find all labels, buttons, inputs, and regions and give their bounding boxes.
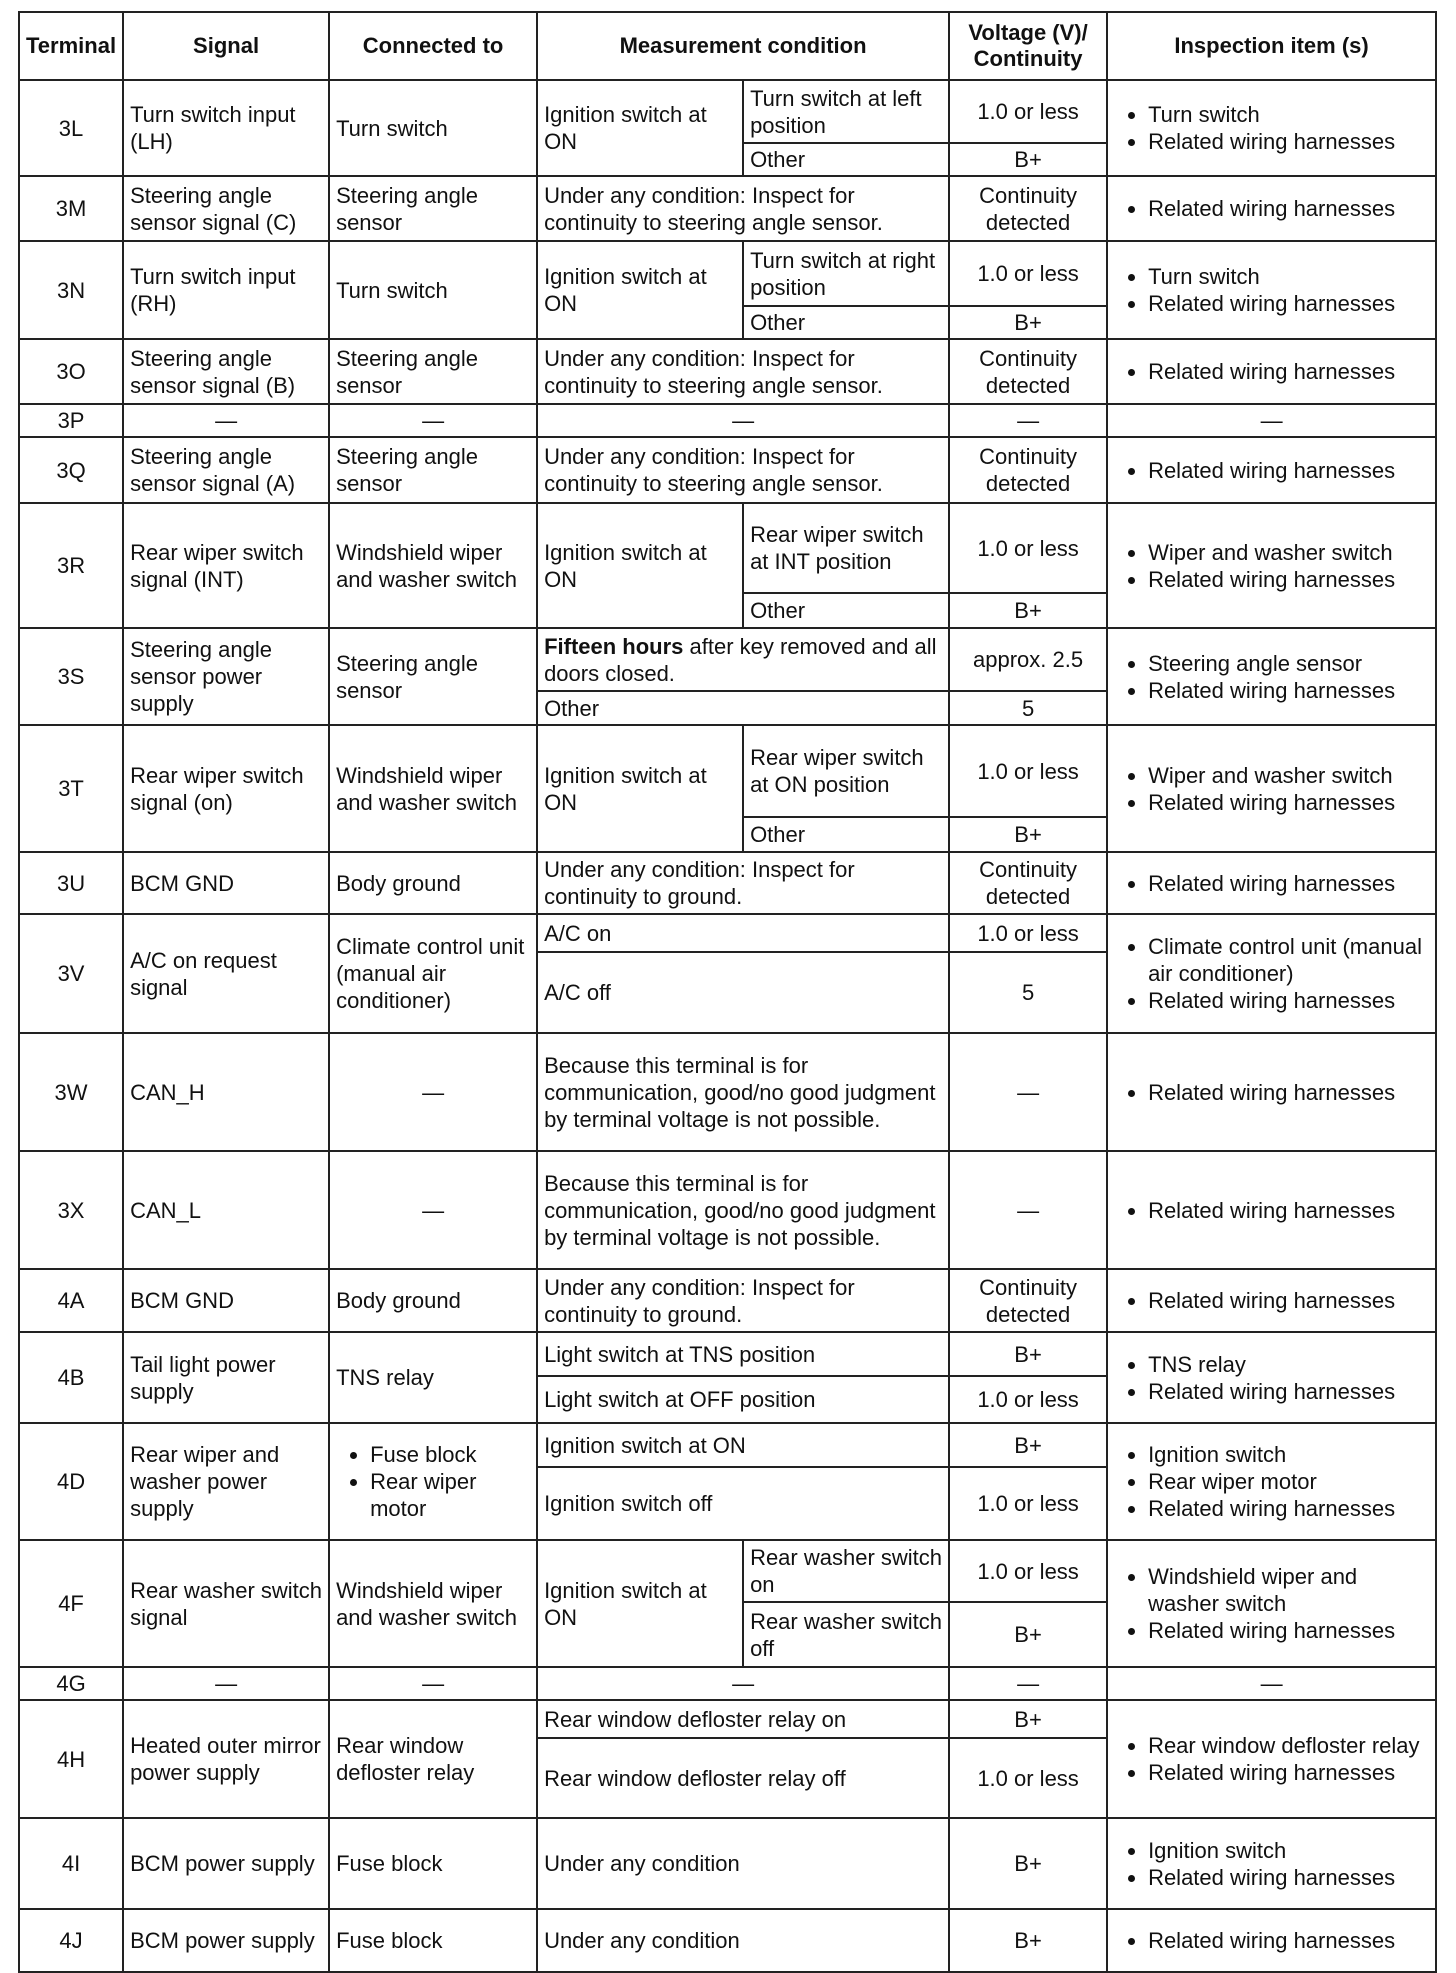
inspection-item: • Steering angle sensor [1148,650,1429,677]
signal-cell: Steering angle sensor power supply [123,628,329,725]
table-row [19,80,1436,143]
connected-to-cell: Windshield wiper and washer switch [329,725,537,852]
inspection-item: • Turn switch [1148,263,1429,290]
inspection-item: • Related wiring harnesses [1148,677,1429,704]
terminal-cell: 4I [19,1818,123,1909]
connected-to-cell: TNS relay [329,1332,537,1423]
inspection-list [1114,1927,1429,1954]
inspection-list [1114,263,1429,317]
inspection-items-cell [1107,1151,1436,1269]
inspection-list [1114,1351,1429,1405]
voltage-continuity-cell: B+ [949,1909,1107,1972]
inspection-list [1114,457,1429,484]
inspection-list [1114,1563,1429,1644]
inspection-items-cell [1107,503,1436,628]
inspection-item: • Related wiring harnesses [1148,1927,1429,1954]
connected-to-cell: Fuse block [329,1818,537,1909]
measurement-condition-cell: Ignition switch off [537,1467,949,1540]
terminal-cell: 4F [19,1540,123,1667]
voltage-continuity-cell: Continuity detected [949,437,1107,503]
signal-cell: CAN_L [123,1151,329,1269]
terminal-cell: 4A [19,1269,123,1332]
signal-cell: Tail light power supply [123,1332,329,1423]
measurement-condition-cell: Other [743,143,949,176]
connected-to-cell: — [329,1667,537,1700]
signal-cell: BCM GND [123,1269,329,1332]
inspection-list [1114,1079,1429,1106]
measurement-condition-cell: Under any condition [537,1909,949,1972]
inspection-item: • Related wiring harnesses [1148,566,1429,593]
measurement-condition-cell: Under any condition: Inspect for continuity to ground. [537,1269,949,1332]
measurement-condition-cell: Because this terminal is for communication, good/no good judgment by terminal voltage is not possible. [537,1151,949,1269]
inspection-list [1114,1287,1429,1314]
measurement-condition-cell: A/C on [537,914,949,952]
signal-cell: Rear wiper switch signal (on) [123,725,329,852]
inspection-items-cell [1107,80,1436,176]
measurement-condition-cell: Turn switch at right position [743,241,949,306]
voltage-continuity-cell: Continuity detected [949,852,1107,914]
voltage-continuity-cell: B+ [949,817,1107,852]
measurement-condition-cell: Rear wiper switch at INT position [743,503,949,593]
inspection-item: • Windshield wiper and washer switch [1148,1563,1429,1617]
header-voltage-continuity: Voltage (V)/ Continuity [949,12,1107,80]
measurement-condition-cell: Under any condition [537,1818,949,1909]
voltage-continuity-cell: 1.0 or less [949,914,1107,952]
measurement-condition-cell: — [537,404,949,437]
connected-to-cell: Body ground [329,852,537,914]
measurement-condition-cell: Other [743,306,949,339]
voltage-continuity-cell: Continuity detected [949,176,1107,241]
inspection-items-cell [1107,1423,1436,1540]
inspection-items-cell [1107,241,1436,339]
connected-to-cell: — [329,1151,537,1269]
inspection-list [1114,870,1429,897]
connected-to-cell [329,1423,537,1540]
voltage-continuity-cell: 1.0 or less [949,1376,1107,1423]
terminal-cell: 4B [19,1332,123,1423]
voltage-continuity-cell: — [949,1033,1107,1151]
header-row [19,12,1436,80]
inspection-list [1114,101,1429,155]
table-row [19,1332,1436,1376]
terminal-cell: 4D [19,1423,123,1540]
header-measurement-condition: Measurement condition [537,12,949,80]
measurement-condition-cell: Under any condition: Inspect for continuity to ground. [537,852,949,914]
signal-cell: BCM power supply [123,1909,329,1972]
inspection-list [1114,762,1429,816]
table-row [19,503,1436,593]
voltage-continuity-cell: B+ [949,306,1107,339]
table-row [19,1151,1436,1269]
connected-to-cell: Body ground [329,1269,537,1332]
voltage-continuity-cell: Continuity detected [949,339,1107,404]
voltage-continuity-cell: B+ [949,143,1107,176]
signal-cell: Rear washer switch signal [123,1540,329,1667]
measurement-condition-cell: Turn switch at left position [743,80,949,143]
terminal-cell: 3R [19,503,123,628]
connected-to-cell: Windshield wiper and washer switch [329,1540,537,1667]
inspection-items-cell [1107,176,1436,241]
voltage-continuity-cell: 1.0 or less [949,1738,1107,1818]
table-row [19,241,1436,306]
voltage-continuity-cell: 1.0 or less [949,80,1107,143]
measurement-condition-cell [537,628,949,691]
inspection-items-cell [1107,1269,1436,1332]
measurement-condition-cell: Other [743,593,949,628]
measurement-condition-cell: Rear washer switch off [743,1602,949,1667]
voltage-continuity-cell: 1.0 or less [949,1540,1107,1602]
table-row [19,176,1436,241]
table-row [19,1818,1436,1909]
inspection-items-cell [1107,1332,1436,1423]
connected-to-cell: Rear window defloster relay [329,1700,537,1818]
inspection-item: • Related wiring harnesses [1148,195,1429,222]
inspection-item: • Related wiring harnesses [1148,1197,1429,1224]
signal-cell: Steering angle sensor signal (C) [123,176,329,241]
inspection-item: • Related wiring harnesses [1148,870,1429,897]
terminal-inspection-table-container [18,11,1437,1973]
table-row [19,339,1436,404]
inspection-item: • Rear wiper motor [1148,1468,1429,1495]
measurement-condition-cell: Under any condition: Inspect for continuity to steering angle sensor. [537,339,949,404]
inspection-items-cell [1107,339,1436,404]
measurement-condition-cell: Ignition switch at ON [537,1423,949,1467]
inspection-items-cell [1107,628,1436,725]
table-row [19,1540,1436,1602]
terminal-cell: 3V [19,914,123,1033]
voltage-continuity-cell: 1.0 or less [949,1467,1107,1540]
signal-cell: Rear wiper switch signal (INT) [123,503,329,628]
measurement-condition-cell: Under any condition: Inspect for continuity to steering angle sensor. [537,437,949,503]
measurement-group-cell: Ignition switch at ON [537,241,743,339]
table-row [19,1423,1436,1467]
inspection-items-cell: — [1107,404,1436,437]
inspection-items-cell [1107,437,1436,503]
table-row [19,1269,1436,1332]
voltage-continuity-cell: 5 [949,952,1107,1033]
terminal-cell: 3W [19,1033,123,1151]
measurement-condition-cell: Light switch at TNS position [537,1332,949,1376]
measurement-condition-emphasis: Fifteen hours [544,633,684,659]
inspection-item: • Ignition switch [1148,1837,1429,1864]
table-row [19,1909,1436,1972]
terminal-inspection-table [18,11,1437,1973]
measurement-condition-cell: — [537,1667,949,1700]
inspection-item: • Wiper and washer switch [1148,539,1429,566]
inspection-items-cell [1107,725,1436,852]
table-row [19,852,1436,914]
measurement-condition-cell: Other [743,817,949,852]
signal-cell: — [123,404,329,437]
inspection-item: • Ignition switch [1148,1441,1429,1468]
connected-to-cell: Turn switch [329,241,537,339]
signal-cell: CAN_H [123,1033,329,1151]
inspection-item: • Climate control unit (manual air conditioner) [1148,933,1429,987]
header-inspection-items: Inspection item (s) [1107,12,1436,80]
inspection-list [1114,195,1429,222]
measurement-condition-cell: Because this terminal is for communication, good/no good judgment by terminal voltage is not possible. [537,1033,949,1151]
inspection-list [1114,1837,1429,1891]
inspection-item: • Related wiring harnesses [1148,1759,1429,1786]
terminal-cell: 4J [19,1909,123,1972]
inspection-list [1114,539,1429,593]
connected-to-cell: — [329,1033,537,1151]
connected-to-cell: Fuse block [329,1909,537,1972]
signal-cell: Turn switch input (RH) [123,241,329,339]
voltage-continuity-cell: 1.0 or less [949,503,1107,593]
measurement-condition-cell: Rear wiper switch at ON position [743,725,949,817]
signal-cell: Steering angle sensor signal (A) [123,437,329,503]
voltage-continuity-cell: 1.0 or less [949,241,1107,306]
header-signal: Signal [123,12,329,80]
signal-cell: Heated outer mirror power supply [123,1700,329,1818]
inspection-item: • Related wiring harnesses [1148,1495,1429,1522]
voltage-continuity-cell: B+ [949,1818,1107,1909]
signal-cell: BCM power supply [123,1818,329,1909]
inspection-item: • Related wiring harnesses [1148,789,1429,816]
connected-to-cell: Steering angle sensor [329,339,537,404]
connected-to-cell: — [329,404,537,437]
inspection-item: • Rear window defloster relay [1148,1732,1429,1759]
voltage-continuity-cell: — [949,1667,1107,1700]
connected-to-cell: Steering angle sensor [329,437,537,503]
measurement-condition-cell: A/C off [537,952,949,1033]
signal-cell: Turn switch input (LH) [123,80,329,176]
inspection-item: • Wiper and washer switch [1148,762,1429,789]
terminal-cell: 3N [19,241,123,339]
voltage-continuity-cell: — [949,404,1107,437]
terminal-cell: 3M [19,176,123,241]
inspection-items-cell [1107,1540,1436,1667]
table-row [19,1700,1436,1738]
inspection-items-cell [1107,1909,1436,1972]
inspection-list [1114,933,1429,1014]
voltage-continuity-cell: B+ [949,1602,1107,1667]
header-terminal: Terminal [19,12,123,80]
inspection-item: • Related wiring harnesses [1148,457,1429,484]
measurement-group-cell: Ignition switch at ON [537,1540,743,1667]
signal-cell: — [123,1667,329,1700]
signal-cell: Steering angle sensor signal (B) [123,339,329,404]
voltage-continuity-cell: B+ [949,593,1107,628]
voltage-continuity-cell: B+ [949,1423,1107,1467]
connected-to-cell: Windshield wiper and washer switch [329,503,537,628]
table-row [19,1033,1436,1151]
voltage-continuity-cell: Continuity detected [949,1269,1107,1332]
inspection-items-cell [1107,914,1436,1033]
connected-to-cell: Climate control unit (manual air conditioner) [329,914,537,1033]
voltage-continuity-cell: — [949,1151,1107,1269]
connected-to-list [336,1441,530,1522]
terminal-cell: 3O [19,339,123,404]
terminal-cell: 3L [19,80,123,176]
inspection-list [1114,1732,1429,1786]
connected-to-item: • Rear wiper motor [370,1468,530,1522]
inspection-items-cell [1107,1700,1436,1818]
inspection-item: • Related wiring harnesses [1148,358,1429,385]
measurement-condition-text: after key removed and all doors closed. [544,633,937,686]
inspection-item: • TNS relay [1148,1351,1429,1378]
table-row [19,404,1436,437]
inspection-list [1114,650,1429,704]
inspection-item: • Related wiring harnesses [1148,1617,1429,1644]
measurement-group-cell: Ignition switch at ON [537,503,743,628]
inspection-item: • Related wiring harnesses [1148,987,1429,1014]
table-row [19,914,1436,952]
terminal-cell: 3S [19,628,123,725]
voltage-continuity-cell: 5 [949,691,1107,725]
terminal-cell: 3P [19,404,123,437]
voltage-continuity-cell: B+ [949,1700,1107,1738]
measurement-condition-cell: Light switch at OFF position [537,1376,949,1423]
terminal-cell: 3U [19,852,123,914]
table-row [19,1667,1436,1700]
inspection-item: • Related wiring harnesses [1148,1287,1429,1314]
inspection-items-cell [1107,1033,1436,1151]
terminal-cell: 4H [19,1700,123,1818]
inspection-list [1114,1197,1429,1224]
measurement-group-cell: Ignition switch at ON [537,725,743,852]
table-row [19,628,1436,691]
connected-to-cell: Steering angle sensor [329,628,537,725]
inspection-items-cell [1107,1818,1436,1909]
connected-to-cell: Turn switch [329,80,537,176]
measurement-condition-cell: Other [537,691,949,725]
measurement-group-cell: Ignition switch at ON [537,80,743,176]
connected-to-cell: Steering angle sensor [329,176,537,241]
header-connected-to: Connected to [329,12,537,80]
terminal-cell: 3Q [19,437,123,503]
inspection-list [1114,358,1429,385]
inspection-items-cell [1107,852,1436,914]
measurement-condition-cell: Under any condition: Inspect for continuity to steering angle sensor. [537,176,949,241]
inspection-item: • Related wiring harnesses [1148,1079,1429,1106]
terminal-cell: 3T [19,725,123,852]
table-row [19,437,1436,503]
inspection-item: • Related wiring harnesses [1148,1864,1429,1891]
measurement-condition-cell: Rear window defloster relay on [537,1700,949,1738]
measurement-condition-cell: Rear washer switch on [743,1540,949,1602]
inspection-item: • Related wiring harnesses [1148,1378,1429,1405]
inspection-item: • Related wiring harnesses [1148,128,1429,155]
inspection-item: • Turn switch [1148,101,1429,128]
inspection-list [1114,1441,1429,1522]
voltage-continuity-cell: B+ [949,1332,1107,1376]
voltage-continuity-cell: 1.0 or less [949,725,1107,817]
signal-cell: Rear wiper and washer power supply [123,1423,329,1540]
measurement-condition-cell: Rear window defloster relay off [537,1738,949,1818]
inspection-item: • Related wiring harnesses [1148,290,1429,317]
signal-cell: A/C on request signal [123,914,329,1033]
terminal-cell: 3X [19,1151,123,1269]
voltage-continuity-cell: approx. 2.5 [949,628,1107,691]
connected-to-item: • Fuse block [370,1441,530,1468]
terminal-cell: 4G [19,1667,123,1700]
table-row [19,725,1436,817]
signal-cell: BCM GND [123,852,329,914]
inspection-items-cell: — [1107,1667,1436,1700]
